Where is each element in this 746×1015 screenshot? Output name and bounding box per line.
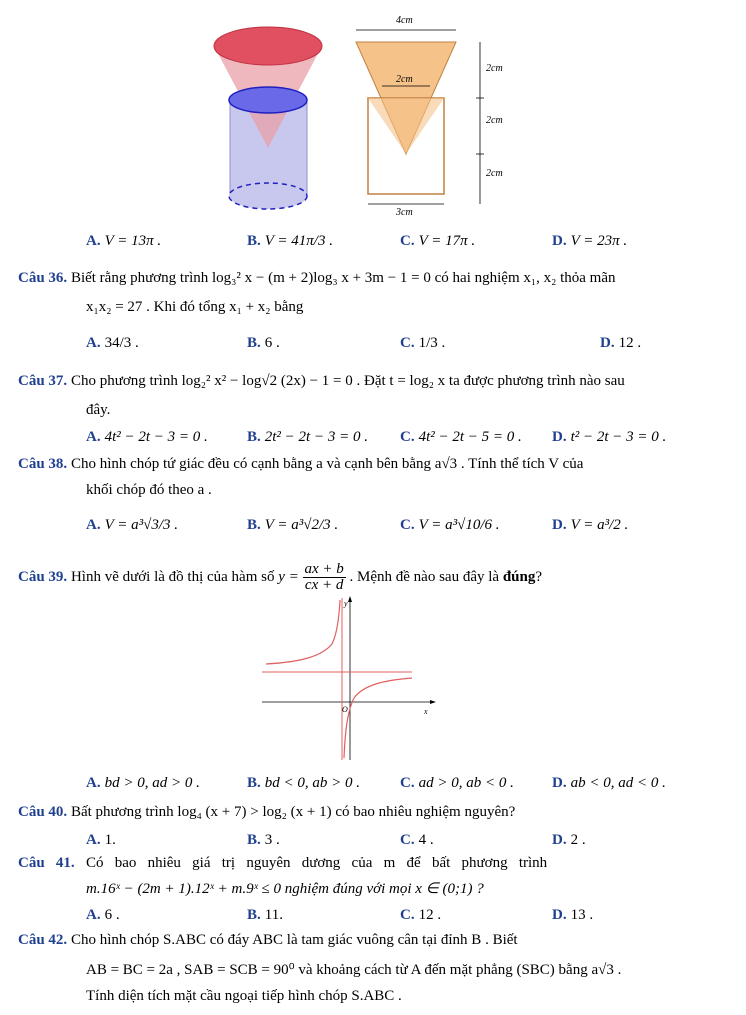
q40-option-a[interactable]: A. 1. bbox=[86, 832, 116, 848]
q38-option-c[interactable]: C. V = a³√10/6 . bbox=[400, 517, 500, 533]
dim-h3-label: 2cm bbox=[486, 168, 503, 179]
q42-stem-2: AB = BC = 2a , SAB = SCB = 90⁰ và khoảng cách từ A đến mặt phẳng (SBC) bằng a√3 . bbox=[86, 962, 622, 978]
q40-option-c[interactable]: C. 4 . bbox=[400, 832, 434, 848]
q36-option-b[interactable]: B. 6 . bbox=[247, 335, 280, 351]
dim-bottom-label: 3cm bbox=[396, 207, 413, 218]
q39-stem: Câu 39. Hình vẽ dưới là đồ thị của hàm số y = $\frac{ax + b}{cx + d}$ . Mệnh đề nào sau đây là đúng? bbox=[18, 561, 543, 593]
q41-option-d[interactable]: D. 13 . bbox=[552, 907, 594, 923]
dim-h1-label: 2cm bbox=[486, 63, 503, 74]
q37-option-b[interactable]: B. 2t² − 2t − 3 = 0 . bbox=[247, 429, 368, 445]
q41-stem: Câu 41. Có bao nhiêu giá trị nguyên dương của m để bất phương trình bbox=[18, 855, 548, 871]
q37-option-d[interactable]: D. t² − 2t − 3 = 0 . bbox=[552, 429, 667, 445]
graph-y-label: y bbox=[344, 599, 348, 608]
graph-x-label: x bbox=[424, 707, 428, 716]
q38-stem-2: khối chóp đó theo a . bbox=[86, 482, 212, 498]
q39-function-fraction: $\frac{ax + b}{cx + d}$ bbox=[304, 561, 344, 593]
q37-stem-2: đây. bbox=[86, 402, 111, 418]
graph-origin-label: O bbox=[342, 705, 348, 714]
q37-stem: Câu 37. Cho phương trình log₂² x² − log√2 (2x) − 1 = 0 . Đặt t = log₂ x ta được phương trình nào sau bbox=[18, 373, 625, 389]
q41-option-c[interactable]: C. 12 . bbox=[400, 907, 442, 923]
q39-option-a[interactable]: A. bd > 0, ad > 0 . bbox=[86, 775, 200, 791]
dim-h2-label: 2cm bbox=[486, 115, 503, 126]
q35-option-a[interactable]: A. V = 13π . bbox=[86, 233, 162, 249]
figure-3d-solid bbox=[210, 8, 510, 220]
q41-option-a[interactable]: A. 6 . bbox=[86, 907, 120, 923]
q36-option-c[interactable]: C. 1/3 . bbox=[400, 335, 446, 351]
q42-stem: Câu 42. Cho hình chóp S.ABC có đáy ABC là tam giác vuông cân tại đỉnh B . Biết bbox=[18, 932, 518, 948]
q35-option-c[interactable]: C. V = 17π . bbox=[400, 233, 476, 249]
q37-option-a[interactable]: A. 4t² − 2t − 3 = 0 . bbox=[86, 429, 208, 445]
q39-graph bbox=[262, 594, 438, 760]
q41-option-b[interactable]: B. 11. bbox=[247, 907, 283, 923]
q41-stem-2: m.16ˣ − (2m + 1).12ˣ + m.9ˣ ≤ 0 nghiệm đúng với mọi x ∈ (0;1) ? bbox=[86, 881, 484, 897]
q40-option-d[interactable]: D. 2 . bbox=[552, 832, 586, 848]
q36-stem-2: x₁x₂ = 27 . Khi đó tổng x₁ + x₂ bằng bbox=[86, 299, 304, 315]
dim-top-label: 4cm bbox=[396, 15, 413, 26]
q42-stem-3: Tính diện tích mặt cầu ngoại tiếp hình chóp S.ABC . bbox=[86, 988, 402, 1004]
q39-option-c[interactable]: C. ad > 0, ab < 0 . bbox=[400, 775, 514, 791]
q38-option-a[interactable]: A. V = a³√3/3 . bbox=[86, 517, 179, 533]
q40-option-b[interactable]: B. 3 . bbox=[247, 832, 280, 848]
q36-option-a[interactable]: A. 34/3 . bbox=[86, 335, 139, 351]
q36-option-d[interactable]: D. 12 . bbox=[600, 335, 642, 351]
q38-stem: Câu 38. Cho hình chóp tứ giác đều có cạnh bằng a và cạnh bên bằng a√3 . Tính thể tích V của bbox=[18, 456, 584, 472]
q38-option-d[interactable]: D. V = a³/2 . bbox=[552, 517, 629, 533]
q37-option-c[interactable]: C. 4t² − 2t − 5 = 0 . bbox=[400, 429, 522, 445]
q35-option-b[interactable]: B. V = 41π/3 . bbox=[247, 233, 333, 249]
q40-stem: Câu 40. Bất phương trình log₄ (x + 7) > log₂ (x + 1) có bao nhiêu nghiệm nguyên? bbox=[18, 804, 516, 820]
q35-option-d[interactable]: D. V = 23π . bbox=[552, 233, 628, 249]
q39-option-b[interactable]: B. bd < 0, ab > 0 . bbox=[247, 775, 361, 791]
q36-stem: Câu 36. Biết rằng phương trình log₃² x − (m + 2)log₃ x + 3m − 1 = 0 có hai nghiệm x₁, x₂ thỏa mãn bbox=[18, 270, 616, 286]
dim-mid-label: 2cm bbox=[396, 74, 413, 85]
q38-option-b[interactable]: B. V = a³√2/3 . bbox=[247, 517, 339, 533]
q39-option-d[interactable]: D. ab < 0, ad < 0 . bbox=[552, 775, 666, 791]
